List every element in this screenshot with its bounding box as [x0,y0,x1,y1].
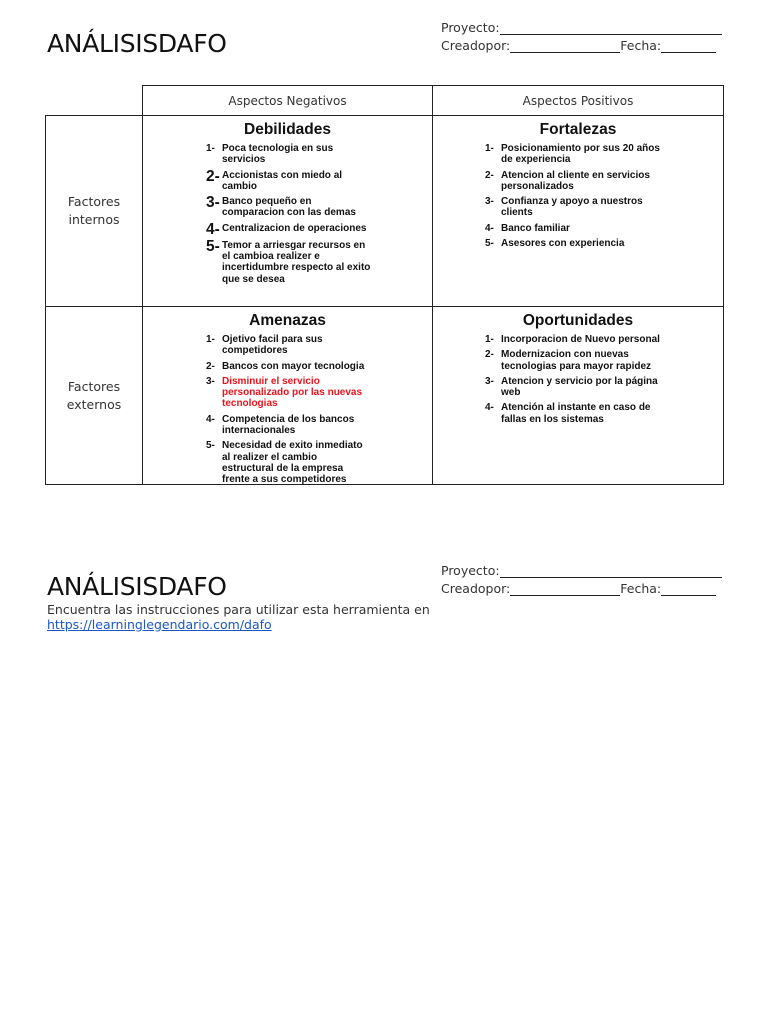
item-number: 4- [206,413,215,425]
list-item [485,196,667,219]
item-number: 1- [206,334,215,345]
list-item [206,376,371,410]
item-text: Atencion y servicio por la página web [501,375,658,399]
item-text: Temor a arriesgar recursos en el cambioa realizer e incertidumbre respecto al exito que se desea [222,239,371,285]
header-negativos [142,85,433,116]
item-number: 3- [485,375,494,387]
instructions-link[interactable]: https://learninglegendario.com/dafo [47,617,272,632]
amenazas-title: Amenazas [249,312,326,329]
header-negativos-label: Aspectos Negativos [228,93,347,108]
item-number: 2- [485,169,494,181]
oportunidades-list [485,334,667,425]
item-text: Atención al instante en caso de fallas en los sistemas [501,402,651,425]
fecha-field[interactable] [661,39,716,53]
fortalezas-list [485,143,667,249]
list-item [485,376,667,399]
second-form-meta [441,560,722,596]
item-number: 5- [206,440,215,452]
item-number: 3- [485,196,494,208]
list-item [485,402,667,425]
amenazas-list [206,334,371,486]
item-number: 1- [206,143,215,154]
header-positivos [432,85,724,116]
item-text: Necesidad de exito inmediato al realizer el cambio estructural de la empresa frente a sus competidores [222,440,363,486]
row-label-externos-text: Factores externos [66,378,122,412]
list-item [485,143,667,166]
item-text: Banco pequeño en comparacion con las demas [222,196,356,219]
item-text: Competencia de los bancos internacionales [222,413,355,437]
item-text: Ojetivo facil para sus competidores [222,334,323,357]
proyecto-field[interactable] [500,21,722,35]
item-text: Posicionamiento por sus 20 años de experiencia [501,143,660,166]
quadrant-amenazas [142,306,433,485]
list-item [206,220,371,238]
list-item [485,334,667,345]
item-number: 4- [485,402,494,414]
creado-label: Creadopor: [441,38,511,53]
quadrant-oportunidades [432,306,724,485]
item-number: 4- [206,220,220,238]
list-item [206,361,371,372]
item-text: Asesores con experiencia [501,238,625,250]
second-title: ANÁLISISDAFO [47,572,227,601]
item-number: 1- [485,143,494,154]
proyecto-label: Proyecto: [441,20,500,35]
list-item [206,414,371,437]
list-item [485,170,667,193]
item-number: 3- [206,375,215,387]
fecha-field[interactable] [661,582,716,596]
form-meta [441,17,722,53]
debilidades-list [206,143,371,285]
row-label-internos [45,115,143,307]
list-item [206,167,371,193]
list-item [485,223,667,234]
item-number: 5- [206,237,220,255]
row-label-internos-text: Factores internos [67,194,121,227]
quadrant-fortalezas [432,115,724,307]
item-text: Accionistas con miedo al cambio [222,169,343,192]
item-text-highlighted: Disminuir el servicio personalizado por las nuevas tecnologias [222,375,363,410]
list-item [206,334,371,357]
item-number: 1- [485,334,494,345]
item-number: 3- [206,194,220,212]
list-item [206,143,371,166]
instructions-text: Encuentra las instrucciones para utilizar esta herramienta en [47,602,430,617]
page-title: ANÁLISISDAFO [47,29,227,58]
item-text: Modernizacion con nuevas tecnologias para mayor rapidez [501,349,652,372]
item-number: 2- [206,360,215,372]
item-text: Banco familiar [501,222,570,234]
item-text: Bancos con mayor tecnologia [222,360,365,372]
oportunidades-title: Oportunidades [522,312,634,329]
creado-label: Creadopor: [441,581,511,596]
list-item [206,440,371,485]
swot-table [45,85,724,485]
instructions [47,602,430,632]
list-item [485,238,667,249]
list-item [206,237,371,285]
item-text: Atencion al cliente en servicios personalizados [501,169,650,192]
row-label-externos [45,306,143,485]
item-number: 2- [206,167,220,185]
list-item [485,349,667,372]
fecha-label: Fecha: [620,581,662,596]
item-number: 4- [485,222,494,234]
creado-field[interactable] [510,582,620,596]
debilidades-title: Debilidades [244,121,331,138]
item-number: 5- [485,238,494,250]
item-text: Incorporacion de Nuevo personal [501,334,660,345]
item-number: 2- [485,349,494,361]
creado-field[interactable] [510,39,620,53]
item-text: Centralizacion de operaciones [222,222,367,234]
proyecto-field[interactable] [500,564,722,578]
fortalezas-title: Fortalezas [539,121,617,138]
proyecto-label: Proyecto: [441,563,500,578]
quadrant-debilidades [142,115,433,307]
list-item [206,196,371,219]
item-text: Poca tecnologia en sus servicios [222,143,334,166]
header-positivos-label: Aspectos Positivos [522,93,634,108]
item-text: Confianza y apoyo a nuestros clients [501,196,643,219]
fecha-label: Fecha: [620,38,662,53]
